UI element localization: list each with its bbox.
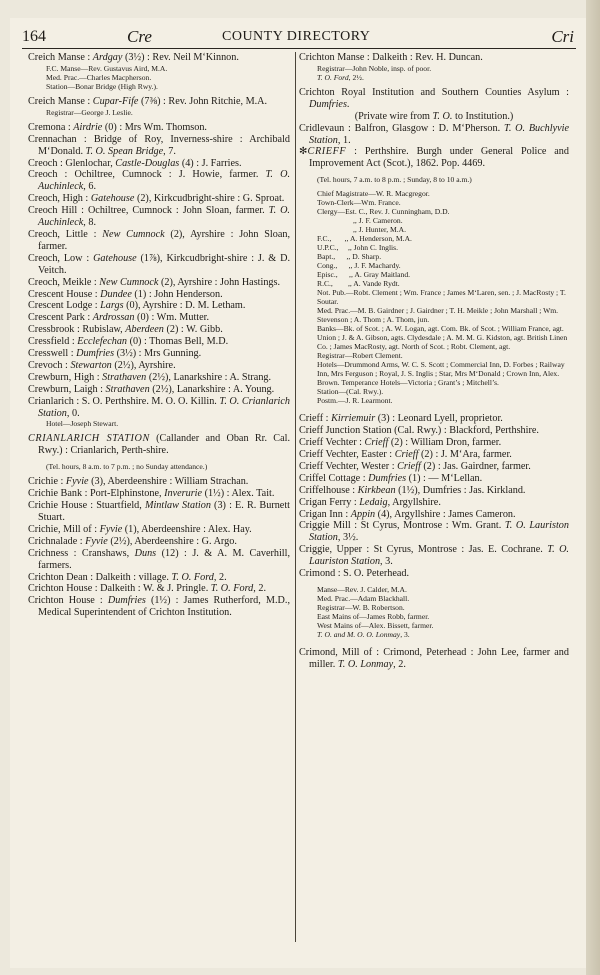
directory-entry: Cridlevaun : Balfron, Glasgow : D. M‘Pherson. T. O. Buchlyvie Station, 1. [299, 122, 569, 146]
spacer [299, 639, 569, 647]
directory-entry: Crieff Vechter, Easter : Crieff (2) : J. M‘Ara, farmer. [299, 448, 512, 460]
entry-detail: Station—(Cal. Rwy.). [317, 387, 384, 397]
directory-entry: Crichnalade : Fyvie (2½), Aberdeenshire : G. Argo. [28, 535, 237, 547]
directory-entry: Crichton House : Dalkeith : W. & J. Pringle. T. O. Ford, 2. [28, 583, 266, 595]
entry-detail: Med. Prac.—M. B. Gairdner ; J. Gairdner ; T. H. Meikle ; John Marshall ; Wm. Stevenson ; A. Thom ; A. Thom, jun. [317, 306, 559, 325]
directory-entry: Criggie, Upper : St Cyrus, Montrose : Jas. E. Cochrane. T. O. Lauriston Station, 3. [299, 544, 569, 568]
directory-entry: Creoch : Ochiltree, Cumnock : J. Howie, farmer. T. O. Auchinleck, 6. [28, 169, 290, 193]
directory-entry: Crichie House : Stuartfield, Mintlaw Station (3) : E. R. Burnett Stuart. [28, 500, 290, 523]
entry-detail: Med. Prac.—Charles Macpherson. [46, 72, 152, 82]
page-number: 164 [22, 28, 46, 45]
directory-entry: Crichie Bank : Port-Elphinstone, Inverurie (1½) : Alex. Tait. [28, 488, 275, 500]
directory-entry: Crewburn, Laigh : Strathaven (2½), Lanarkshire : A. Young. [28, 383, 275, 395]
directory-entry: Criggie Mill : St Cyrus, Montrose : Wm. Grant. T. O. Lauriston Station, 3½. [299, 520, 569, 544]
entry-detail: Med. Prac.—Adam Blackhall. [317, 593, 410, 603]
directory-entry: Criffelhouse : Kirkbean (1½), Dumfries : Jas. Kirkland. [299, 484, 526, 496]
directory-entry: ✻CRIEFF : Perthshire. Burgh under General Police and Improvement Act (Scot.), 1862. Pop. 4469. [299, 146, 569, 170]
directory-entry: Crigan Inn : Appin (4), Argyllshire : James Cameron. [299, 508, 516, 520]
entry-detail: Registrar—Robert Clement. [317, 351, 403, 361]
directory-entry: Cressfield : Ecclefechan (0) : Thomas Bell, M.D. [28, 336, 229, 348]
directory-entry: Creoch, Low : Gatehouse (1⅞), Kirkcudbright-shire : J. & D. Veitch. [28, 252, 290, 276]
directory-entry: Crieff Vechter, Wester : Crieff (2) : Jas. Gairdner, farmer. [299, 460, 531, 472]
directory-entry: Crichton Dean : Dalkeith : village. T. O. Ford, 2. [28, 571, 227, 583]
directory-entry: (Private wire from T. O. to Institution.) [354, 110, 514, 122]
directory-entry: Crieff Junction Station (Cal. Rwy.) : Blackford, Perthshire. [299, 425, 539, 437]
directory-entry: Creich Manse : Cupar-Fife (7⅜) : Rev. John Ritchie, M.A. [28, 95, 268, 107]
entry-detail: Hotels—Drummond Arms, W. C. S. Scott ; Commercial Inn, D. Forbes ; Railway Inn, Mrs Ferguson ; Royal, J. S. Inglis ; Star, Mrs M‘Donald ; Crown Inn, Alex. Brown. Temperance Hotels—Victoria ; Grant’s ; Mitchell’s. [317, 360, 565, 388]
directory-entry: Cresswell : Dumfries (3½) : Mrs Gunning. [28, 348, 202, 360]
entry-detail: Not. Pub.—Robt. Clement ; Wm. France ; James M‘Laren, sen. ; J. MacRosty ; T. Soutar. [317, 288, 566, 307]
entry-detail: Episc., ,, A. Gray Maitland. [317, 270, 411, 280]
directory-entry: Crieff : Kirriemuir (3) : Leonard Lyell, proprietor. [299, 413, 503, 425]
entry-detail: Registrar—W. B. Robertson. [317, 602, 405, 612]
entry-detail: Postm.—J. R. Learmont. [317, 396, 393, 406]
directory-entry: CRIANLARICH STATION (Callander and Oban Rr. Cal. Rwy.) : Crianlarich, Perth-shire. [28, 433, 291, 457]
entry-detail: Banks—Bk. of Scot. ; A. W. Logan, agt. Com. Bk. of Scot. ; William France, agt. Union ; J. & A. Gibson, agts. Clydesdale ; A. M. M. G. Kidston, agt. British Linen Co. ; James MacRosty, agt. North of Scot. ; Robt. Clement, agt. [317, 324, 568, 352]
entry-detail: Cong., ,, J. F. Machardy. [317, 261, 401, 271]
directory-entry: Crieff Vechter : Crieff (2) : William Dron, farmer. [299, 437, 502, 449]
running-header [22, 26, 576, 49]
entry-detail: (Tel. hours, 7 a.m. to 8 p.m. ; Sunday, 8 to 10 a.m.) [317, 175, 472, 185]
entry-detail: Registrar—John Noble, insp. of poor. [317, 63, 432, 73]
entry-detail: Town-Clerk—Wm. France. [317, 198, 401, 208]
directory-entry: Creoch Hill : Ochiltree, Cumnock : John Sloan, farmer. T. O. Auchinleck, 8. [28, 205, 290, 229]
entry-detail: Manse—Rev. J. Calder, M.A. [317, 584, 407, 594]
directory-entry: Crianlarich : S. O. Perthshire. M. O. O. Killin. T. O. Crianlarich Station, 0. [28, 395, 290, 419]
directory-entry: Crescent House : Dundee (1) : John Henderson. [28, 288, 223, 300]
header-left-guide-word: Cre [127, 27, 152, 46]
directory-entry: Crichton Manse : Dalkeith : Rev. H. Duncan. [299, 52, 483, 63]
entry-detail: ,, J. Hunter, M.A. [353, 225, 407, 235]
entry-detail: Registrar—George J. Leslie. [46, 107, 133, 117]
directory-entry: Criffel Cottage : Dumfries (1) : — M‘Lellan. [299, 472, 483, 484]
binding-edge [586, 0, 600, 975]
directory-entry: Creoch, Little : New Cumnock (2), Ayrshire : John Sloan, farmer. [28, 228, 291, 252]
right-column [299, 52, 569, 671]
directory-entry: Crichness : Cranshaws, Duns (12) : J. & A. M. Caverhill, farmers. [28, 547, 290, 571]
entry-detail: F.C. Manse—Rev. Gustavus Aird, M.A. [46, 63, 168, 73]
entry-detail: Clergy—Est. C., Rev. J. Cunningham, D.D. [317, 207, 450, 217]
directory-entry: Crescent Park : Ardrossan (0) : Wm. Mutter. [28, 312, 210, 324]
spacer [299, 405, 569, 413]
header-right-guide-word: Cri [551, 27, 574, 46]
header-title: COUNTY DIRECTORY [222, 29, 371, 44]
directory-entry: Crichie, Mill of : Fyvie (1), Aberdeenshire : Alex. Hay. [28, 523, 252, 535]
directory-entry: Crimond : S. O. Peterhead. [299, 568, 410, 580]
entry-detail: Station—Bonar Bridge (High Rwy.). [46, 81, 158, 91]
directory-entry: Crimond, Mill of : Crimond, Peterhead : John Lee, farmer and miller. T. O. Lonmay, 2. [299, 646, 569, 670]
directory-entry: Crichton House : Dumfries (1½) : James Rutherford, M.D., Medical Superintendent of Crichton Institution. [28, 595, 290, 619]
directory-entry: Creoch : Glenlochar, Castle-Douglas (4) : J. Farries. [28, 157, 242, 169]
entry-detail: (Tel. hours, 8 a.m. to 7 p.m. ; no Sunday attendance.) [46, 462, 208, 472]
directory-entry: Cremona : Airdrie (0) : Mrs Wm. Thomson. [28, 121, 207, 133]
directory-entry: Creoch, High : Gatehouse (2), Kirkcudbright-shire : G. Sproat. [28, 193, 285, 205]
entry-detail: T. O. Ford, 2½. [317, 72, 364, 82]
left-column [28, 52, 290, 619]
entry-detail: ,, J. F. Cameron. [353, 216, 403, 226]
directory-entry: Cressbrook : Rubislaw, Aberdeen (2) : W. Gibb. [28, 324, 223, 336]
directory-entry: Creoch, Meikle : New Cumnock (2), Ayrshire : John Hastings. [28, 276, 281, 288]
directory-entry: Crennachan : Bridge of Roy, Inverness-shire : Archibald M‘Donald. T. O. Spean Bridge, 7. [28, 133, 290, 157]
directory-entry: Crevoch : Stewarton (2½), Ayrshire. [28, 359, 176, 371]
entry-detail: East Mains of—James Robb, farmer. [317, 611, 430, 621]
directory-entry: Crescent Lodge : Largs (0), Ayrshire : D. M. Letham. [28, 300, 246, 312]
entry-detail: Chief Magistrate—W. R. Macgregor. [317, 189, 430, 199]
column-divider [295, 52, 296, 942]
entry-detail: T. O. and M. O. O. Lonmay, 3. [317, 629, 410, 639]
entry-detail: F.C., ,, A. Henderson, M.A. [317, 234, 412, 244]
entry-detail: Hotel—Joseph Stewart. [46, 419, 119, 429]
entry-detail: U.P.C., ,, John C. Inglis. [317, 243, 399, 253]
entry-detail: R.C., ,, A. Vande Rydt. [317, 279, 400, 289]
directory-entry: Crichie : Fyvie (3), Aberdeenshire : William Strachan. [28, 476, 249, 488]
entry-detail: Bapt., ,, D. Sharp. [317, 252, 382, 262]
directory-entry: Crewburn, High : Strathaven (2½), Lanarkshire : A. Strang. [28, 371, 272, 383]
directory-entry: Crichton Royal Institution and Southern Counties Asylum : Dumfries. [299, 86, 569, 110]
directory-entry: Crigan Ferry : Ledaig, Argyllshire. [299, 496, 441, 508]
directory-entry: Creich Manse : Ardgay (3½) : Rev. Neil M‘Kinnon. [28, 52, 239, 63]
entry-detail: West Mains of—Alex. Bissett, farmer. [317, 620, 434, 630]
